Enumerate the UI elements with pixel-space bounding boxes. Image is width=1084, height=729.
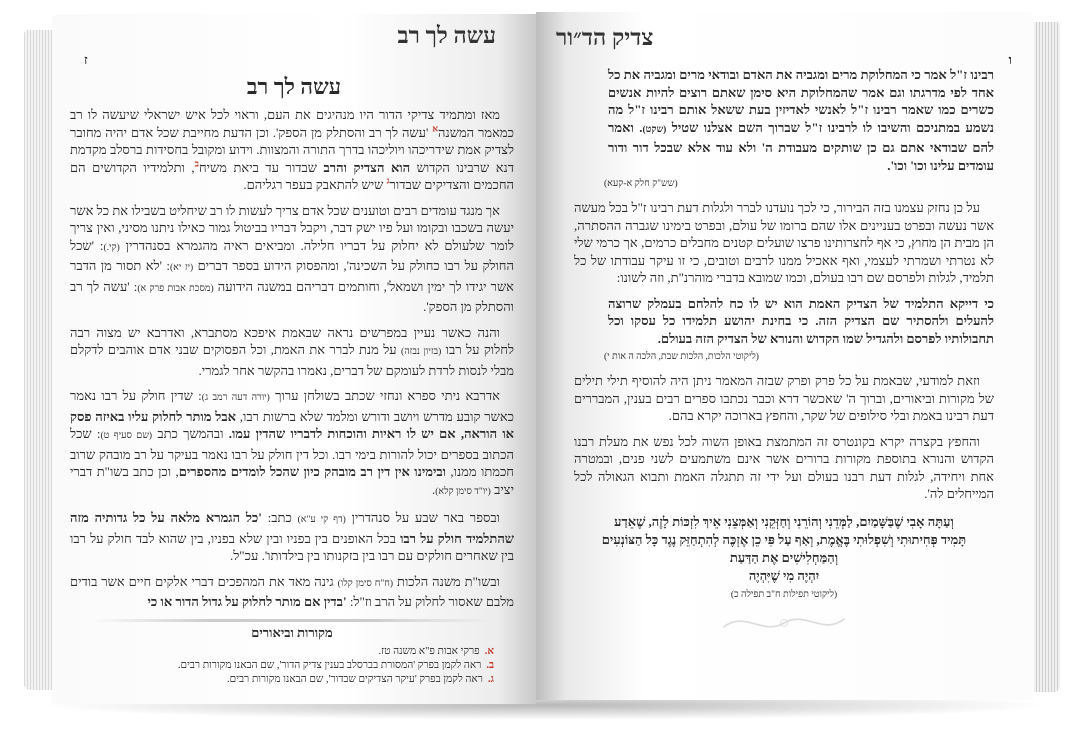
footnote	[70, 673, 494, 687]
bold-text: 'בדין אם מותר לחלוק על גדול הדור או כי	[147, 594, 347, 609]
text-run: : שדין חולק על רבו נאמר כאשר קובע מדרש ויושב ודורש ומלמד שלא ברשות רבו,	[70, 388, 514, 424]
ornament-flourish	[574, 610, 994, 641]
text-run: על כן נחזק עצמנו בזה הבירור, כי לכך נועדנו לברר ולגלות דעת רבינו ז"ל בכל מעשה אשר נעשה ובפרט בעניינים אלו שהם ברומו של עולם, ובפרט בימינו שגברה ההסתרה, הן מבית הן מחוץ, כי אף לחצרותינו פרצו שועלים קטנים מחבלים כרמים, אך כרמי שלי לא נטרתי ושמרתי לעצמי, ואף אאכיל ממנו לרבים וטובים, כי זו עיקר עבודתו של כל תלמיד, לגלות ולפרסם שם רבו בעולם, וכמו שמובא בדברי מוהרנ"ת, וזה לשונו:	[574, 200, 994, 285]
footnote-mark: ב.	[486, 659, 494, 671]
footnote-text: ראה לקמן בפרק 'המסורת בברסלב בענין צדיק הדור', שם הבאנו מקורות רבים.	[177, 659, 482, 671]
source-reference: (דף קי ע"א)	[297, 515, 346, 525]
text-run: : 'עשה לך רב והסתלק מן הספק'.	[70, 278, 514, 314]
footnote	[70, 659, 494, 673]
source-reference: (יורה דעה רמב ג)	[201, 393, 270, 403]
prayer-line: וְהַמַּחְלִישִׁים אֶת הַדַּעַת	[729, 549, 839, 565]
footnote-mark: ג.	[487, 673, 494, 685]
text-run: רבינו ז"ל אמר כי המחלוקת מרים ומגביה את האדם ובודאי מרים ומגביה את כל אחד לפי מדרגתו	[608, 67, 994, 100]
footnote-marker[interactable]: א	[432, 123, 439, 134]
bold-text: הוא הצדיק והרב	[323, 159, 411, 175]
citation	[574, 351, 994, 364]
text-run: אך מנגד עומדים רבים וטוענים שכל אדם צריך לעשות לו רב שיחליט בשבילו את כל אשר יעשה בשכבו ובקומו ועל פיו ישק דבר, ויקבל דבריו בביטול גמור כאילו ניתנו מסיני, ואין צריך לומר שלעולם לא יחלוק על דבריו חלילה. ומביאים ראיה מהגמרא בסנהדרין	[70, 202, 514, 253]
footnote-mark: א.	[484, 645, 494, 657]
text-run: .	[431, 481, 436, 497]
text-run: והנה כאשר נעיין במפרשים נראה שבאמת איפכא מסתברא, ואדרבא יש מצוה רבה לחלוק על רבו	[70, 324, 514, 357]
prayer-line: יִהְיֶה מִי שֶׁיִּהְיֶה	[748, 567, 820, 583]
footnote-text: ראה לקמן בפרק 'עיקר הצדיקים שבדור', שם הבאנו מקורות רבים.	[227, 673, 483, 685]
footnote	[70, 645, 494, 659]
source-reference: (שקט)	[642, 124, 667, 135]
footnote-marker[interactable]: ג	[386, 175, 390, 186]
paragraph	[70, 324, 514, 380]
text-run: (שש"ק חלק א-קעא)	[604, 179, 678, 189]
text-run: וזאת למודעי, שבאמת על כל פרק ופרק שבזה המאמר ניתן היה להוסיף תילי תילים של מקורות וביאורים, וברוך ה' שאכשר דרא וכבר נכתבו ספרים רבים בענין, המבררים דעת רבינו באמת ובלי סילופים של שקר, והחפץ בארוכה יקרא בהם.	[574, 373, 994, 423]
left-page	[52, 14, 536, 704]
paragraph	[70, 509, 514, 565]
left-body-text	[70, 106, 514, 611]
text-run: שיש להתאבק בעפר רגליהם.	[243, 177, 387, 192]
text-run: : 'שכל החולק על רבו כחולק על השכינה', ומהפסוק הידוע בספר דברים	[70, 237, 514, 273]
footnote-marker[interactable]: ב	[194, 158, 199, 169]
source-reference: (שם סעיף ט)	[100, 431, 153, 441]
text-run: 'עשה לך רב והסתלק מן הספק'. וכן הדעת מחייבת שכל אדם יהיה מחובר לצדיק אמת שידריכהו ויוליכהו בדרך התורה והמצוות. וידוע ומקובל בחסידות ברסלב מקדמת דנא שרבינו הקדוש	[70, 124, 515, 175]
text-run: בכל האופנים בין בפניו ובין שלא בפניו, בין שהוא לבד חולק על רבו בין שאחרים חולקים עם רבו בין בזקנותו בין בילדותו'. עכ"ל.	[70, 530, 514, 563]
bold-text: כי דייקא התלמיד של הצדיק האמת הוא יש לו כח להלחם בעמלק שרוצה להעלים ולהסתיר שם הצדיק הזה. כי בחינת יהושע תלמידו כל עסקו וכל תחבולותיו לפרסם ולהגדיל שמו הקדוש והנורא של הצדיק הזה בעולם.	[608, 295, 994, 346]
right-page-content	[536, 12, 1034, 651]
text-run: ובספר באר שבע על סנהדרין	[345, 510, 500, 525]
right-body-text	[574, 66, 994, 602]
prayer-line: וְעַתָּה אָבִי שֶׁבַּשָּׁמַיִם, לַמְּדֵנִי וְהוֹרֵנִי וְחַזְּקֵנִי וְאַמְּצֵנִי אֵיךְ לִזְכּוֹת לָזֶה, שֶׁאֵדַע	[614, 513, 954, 529]
text-run: : 'לא תסור מן הדבר אשר יגידו לך ימין ושמאל', וחותמים דבריהם במשנה הידועה	[70, 258, 514, 294]
bold-text: אבל מותר לחלוק עליו באיזה פסק או הוראה, אם יש לו ראיות והוכחות לדבריו שהדין עמו.	[70, 408, 514, 441]
text-run: , וכן כתב בשו"ת דברי יציב	[70, 464, 514, 497]
right-page-edges	[1034, 22, 1060, 692]
prayer-excerpt	[574, 513, 994, 602]
footnote-text: פרקי אבות פ"א משנה טז.	[378, 645, 480, 657]
left-page-content	[52, 14, 536, 697]
text-run: והחפץ בקצרה יקרא בקונטרס זה המתמצת באופן השוה לכל נפש את מעלת רבנו הקדוש והנורא בתוספת מקורות ברורים אשר אינם משתמעים לשני פנים, ובמטרה אחת ויחידה, לגלות דעת רבנו בעולם ועל ידי זה תתגלה האמת ותבוא הגאולה לכל המייחלים לה'.	[574, 433, 994, 501]
block-quote	[574, 66, 994, 174]
running-header: עשה לך רב	[397, 23, 496, 48]
bold-text: ובימינו אין דין רב מובהק כיון שהכל לומדים מהספרים	[178, 464, 446, 479]
source-reference: (בזיון נבזה)	[401, 347, 442, 357]
bold-text: וגם אמר שהמחלוקת היא סימן שאתם רוצים להיות אנשים כשרים	[608, 84, 994, 117]
text-run: אדרבא ניתי ספרא ונחזי שכתב בשולחן ערוך	[269, 388, 500, 403]
paragraph	[574, 433, 994, 503]
text-run: כמו שאמר רבינו ז"ל לאנשי לאדיזין בעת ששאל אותם רבינו ז"ל מה נשמע במתניכם והשיבו לו לרבינו ז"ל שברוך השם אצלנו שטיל	[608, 102, 995, 135]
text-run: ובהמשך כתב	[152, 426, 229, 441]
text-run: כתב:	[261, 510, 298, 525]
prayer-citation: (ליקוטי תפילות ח"ב תפילה כ)	[730, 589, 838, 600]
text-run: . ואמר להם שבודאי אתם גם כן שותקים מעבודת ה' ולא עוד אלא שבכל דור ודור עומדים עלינו וכו' וכו'.	[608, 119, 994, 173]
text-run: (ליקוטי הלכות, הלכות שבת, הלכה ה אות י)	[604, 352, 759, 362]
right-page	[536, 12, 1034, 700]
paragraph	[70, 387, 514, 501]
paragraph	[574, 199, 994, 287]
page-number: ו	[1008, 52, 1012, 67]
footnotes	[70, 645, 514, 687]
text-run: : שכל הכתוב בספרים יכול להורות בימי רבו. וכל דין חולק על רבו נאמר בעיקר על רב מובהק שרוב חכמתו ממנו,	[70, 426, 515, 479]
sources-heading: מקורות וביאורים	[251, 624, 333, 640]
left-page-edges	[24, 30, 52, 690]
text-run: שבדור עד ביאת משיח	[198, 159, 324, 175]
source-reference: (יו"ד סימן קלא)	[435, 486, 491, 497]
text-run: ובשו"ת משנה הלכות	[393, 573, 501, 589]
text-run: מאז ומתמיד צדיקי הדור היו מנהיגים את העם, וראוי לכל איש ישראלי שיעשה לו רב כמאמר המשנה	[70, 107, 514, 140]
bold-text: 'כל הגמרא מלאה על כל גדותיה מזה שהתלמיד חולק על רבו	[70, 510, 515, 546]
source-reference: (יז יא)	[169, 263, 194, 273]
prayer-line: תָּמִיד פְּחִיתוּתִי וְשִׁפְלוּתִי בֶּאֱמֶת, וְאַף עַל פִּי כֵן אֶזְכֶּה לְהִתְחַזֵּק נֶגֶד כָּל הַצּוֹנְעִים	[601, 531, 967, 547]
block-quote	[574, 295, 994, 348]
chapter-title: עשה לך רב	[246, 74, 342, 99]
running-header: צדיק הד״ור	[556, 25, 654, 50]
paragraph	[70, 573, 514, 611]
text-run: גינה מאד את המהפכים דברי אלקים חיים אשר בודים מלבם שאסור לחלוק על הרב וז"ל:	[70, 573, 514, 609]
page-number: ז	[84, 52, 88, 67]
text-run: , ותלמידיו הקדושים הם החכמים והצדיקים שבדור	[70, 159, 514, 192]
citation	[574, 178, 994, 191]
source-reference: (ח"ח סימן קלו)	[337, 578, 394, 589]
paragraph	[70, 106, 514, 194]
source-reference: (מסכת אבות פרק א)	[137, 283, 214, 294]
paragraph	[574, 372, 994, 425]
text-run: על מנת לברר את האמת, וכל הפסוקים שבני אדם אוהבים לדקלם מבלי לנסות לרדת לעומקם של דברים, נאמרו בהקשר אחר לגמרי.	[70, 342, 514, 378]
footnote-separator	[92, 619, 492, 622]
paragraph	[70, 202, 514, 316]
source-reference: (קי.)	[103, 242, 120, 253]
